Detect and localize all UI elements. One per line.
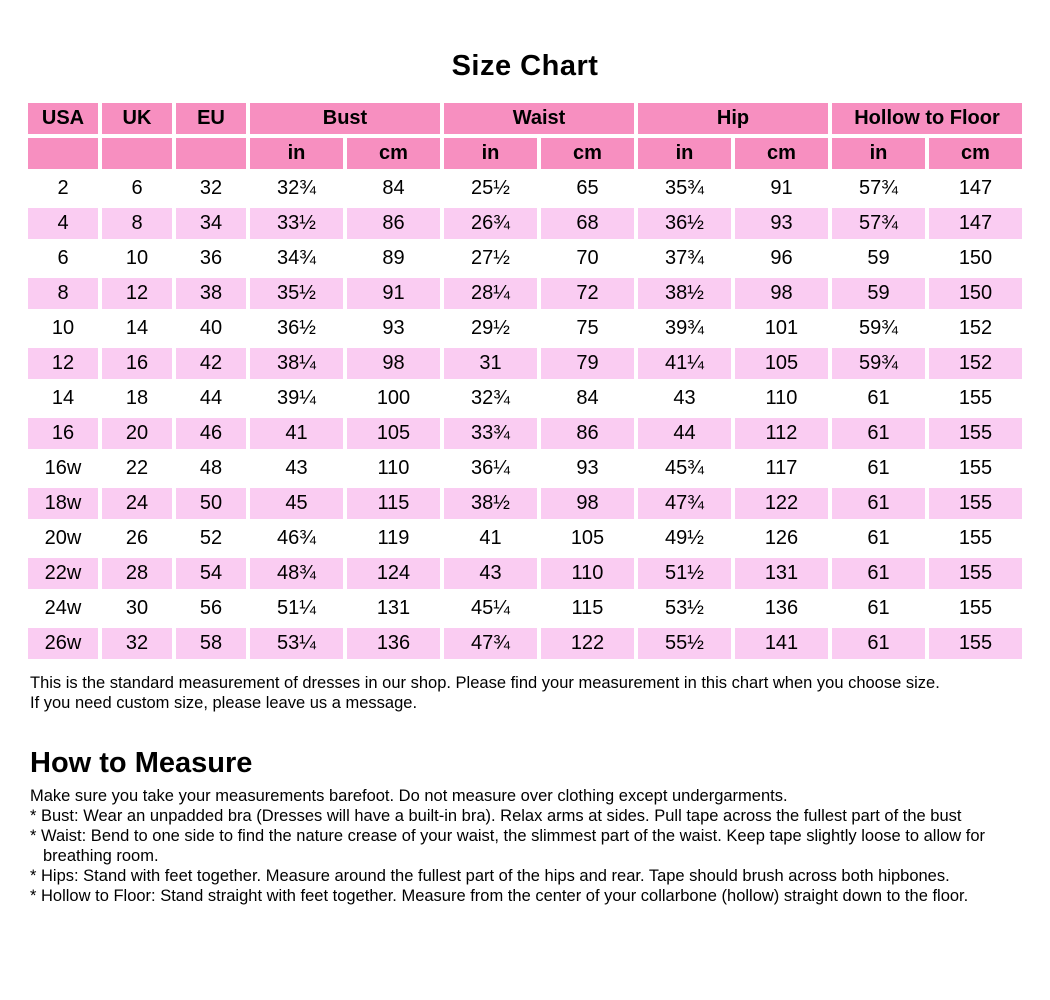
table-cell: 84 xyxy=(347,173,440,204)
table-cell: 61 xyxy=(832,628,925,659)
table-cell: 24w xyxy=(28,593,98,624)
table-cell: 93 xyxy=(541,453,634,484)
table-cell: 152 xyxy=(929,313,1022,344)
table-cell: 45¼ xyxy=(444,593,537,624)
table-row xyxy=(28,243,1022,274)
table-cell: 57¾ xyxy=(832,208,925,239)
table-cell: 16 xyxy=(28,418,98,449)
table-cell: 155 xyxy=(929,453,1022,484)
table-cell: 110 xyxy=(347,453,440,484)
table-cell: 2 xyxy=(28,173,98,204)
table-cell: 43 xyxy=(250,453,343,484)
table-cell: 12 xyxy=(102,278,172,309)
table-cell: 28¼ xyxy=(444,278,537,309)
table-row xyxy=(28,523,1022,554)
table-cell: 51¼ xyxy=(250,593,343,624)
table-cell: 14 xyxy=(102,313,172,344)
table-cell: 105 xyxy=(735,348,828,379)
table-cell: 39¾ xyxy=(638,313,731,344)
table-cell: 147 xyxy=(929,208,1022,239)
table-cell: 112 xyxy=(735,418,828,449)
table-cell: 42 xyxy=(176,348,246,379)
table-cell: 68 xyxy=(541,208,634,239)
table-cell: 47¾ xyxy=(638,488,731,519)
table-row xyxy=(28,348,1022,379)
table-cell: 32 xyxy=(102,628,172,659)
table-cell: 47¾ xyxy=(444,628,537,659)
table-cell: 89 xyxy=(347,243,440,274)
table-cell: 38½ xyxy=(444,488,537,519)
unit-header-cm: cm xyxy=(541,138,634,169)
header-row-units xyxy=(28,138,1022,169)
table-cell: 38¼ xyxy=(250,348,343,379)
table-cell: 110 xyxy=(735,383,828,414)
table-cell: 126 xyxy=(735,523,828,554)
unit-header-in: in xyxy=(250,138,343,169)
table-cell: 8 xyxy=(28,278,98,309)
table-cell: 38 xyxy=(176,278,246,309)
table-cell: 50 xyxy=(176,488,246,519)
table-cell: 36½ xyxy=(638,208,731,239)
table-cell: 155 xyxy=(929,628,1022,659)
table-cell: 8 xyxy=(102,208,172,239)
table-row xyxy=(28,418,1022,449)
table-cell: 41 xyxy=(444,523,537,554)
table-row xyxy=(28,173,1022,204)
column-header-bust: Bust xyxy=(250,103,440,134)
table-cell: 122 xyxy=(735,488,828,519)
table-cell: 105 xyxy=(347,418,440,449)
table-cell: 150 xyxy=(929,278,1022,309)
table-cell: 147 xyxy=(929,173,1022,204)
table-cell: 79 xyxy=(541,348,634,379)
table-cell: 75 xyxy=(541,313,634,344)
table-cell: 31 xyxy=(444,348,537,379)
unit-header-in: in xyxy=(832,138,925,169)
instruction-line: * Hips: Stand with feet together. Measure around the fullest part of the hips and rear. Tape should brush across both hipbones. xyxy=(30,867,950,885)
table-cell: 16 xyxy=(102,348,172,379)
table-cell: 4 xyxy=(28,208,98,239)
table-cell: 61 xyxy=(832,453,925,484)
table-cell: 56 xyxy=(176,593,246,624)
table-cell: 24 xyxy=(102,488,172,519)
table-cell: 6 xyxy=(28,243,98,274)
table-cell: 12 xyxy=(28,348,98,379)
table-cell: 20 xyxy=(102,418,172,449)
table-cell: 43 xyxy=(638,383,731,414)
table-cell: 61 xyxy=(832,558,925,589)
table-cell: 59¾ xyxy=(832,313,925,344)
column-header-uk: UK xyxy=(102,103,172,134)
table-cell: 6 xyxy=(102,173,172,204)
table-cell: 61 xyxy=(832,418,925,449)
table-cell: 32¾ xyxy=(444,383,537,414)
table-cell: 155 xyxy=(929,383,1022,414)
table-cell: 115 xyxy=(541,593,634,624)
table-cell: 25½ xyxy=(444,173,537,204)
table-cell: 53¼ xyxy=(250,628,343,659)
instruction-line: * Bust: Wear an unpadded bra (Dresses will have a built-in bra). Relax arms at sides. Pull tape across the fullest part of the bust xyxy=(30,807,962,825)
column-header-waist: Waist xyxy=(444,103,634,134)
instruction-line: * Waist: Bend to one side to find the nature crease of your waist, the slimmest part of the waist. Keep tape slightly loose to allow for xyxy=(30,827,986,845)
table-cell: 37¾ xyxy=(638,243,731,274)
column-header-hollow-to-floor: Hollow to Floor xyxy=(832,103,1022,134)
table-cell: 136 xyxy=(347,628,440,659)
unit-header-in: in xyxy=(444,138,537,169)
table-cell: 52 xyxy=(176,523,246,554)
table-cell: 122 xyxy=(541,628,634,659)
table-cell: 100 xyxy=(347,383,440,414)
table-cell: 117 xyxy=(735,453,828,484)
table-cell: 55½ xyxy=(638,628,731,659)
table-cell: 59 xyxy=(832,243,925,274)
table-cell: 46¾ xyxy=(250,523,343,554)
table-cell: 141 xyxy=(735,628,828,659)
table-cell: 57¾ xyxy=(832,173,925,204)
table-cell: 48¾ xyxy=(250,558,343,589)
table-cell: 29½ xyxy=(444,313,537,344)
table-cell: 34¾ xyxy=(250,243,343,274)
note-line-2: If you need custom size, please leave us a message. xyxy=(30,694,418,712)
table-cell: 59 xyxy=(832,278,925,309)
table-cell: 152 xyxy=(929,348,1022,379)
table-cell: 93 xyxy=(735,208,828,239)
table-cell: 72 xyxy=(541,278,634,309)
table-cell: 10 xyxy=(28,313,98,344)
table-cell: 61 xyxy=(832,488,925,519)
table-row xyxy=(28,628,1022,659)
page-title: Size Chart xyxy=(451,50,599,82)
table-cell: 33½ xyxy=(250,208,343,239)
table-row xyxy=(28,278,1022,309)
size-chart-table xyxy=(24,99,1026,663)
table-cell: 26¾ xyxy=(444,208,537,239)
table-cell: 91 xyxy=(347,278,440,309)
standard-measurement-note xyxy=(30,673,1050,713)
table-cell: 155 xyxy=(929,488,1022,519)
table-cell: 18 xyxy=(102,383,172,414)
column-header-eu: EU xyxy=(176,103,246,134)
table-cell: 155 xyxy=(929,593,1022,624)
table-cell: 18w xyxy=(28,488,98,519)
table-cell: 136 xyxy=(735,593,828,624)
table-cell: 155 xyxy=(929,558,1022,589)
note-line-1: This is the standard measurement of dresses in our shop. Please find your measurement in this chart when you choose size. xyxy=(30,674,940,692)
table-cell: 61 xyxy=(832,523,925,554)
unit-header-cm: cm xyxy=(735,138,828,169)
table-cell: 110 xyxy=(541,558,634,589)
table-row xyxy=(28,313,1022,344)
how-to-measure-heading: How to Measure xyxy=(30,747,253,779)
header-row-groups xyxy=(28,103,1022,134)
table-row xyxy=(28,558,1022,589)
table-cell: 20w xyxy=(28,523,98,554)
table-cell: 38½ xyxy=(638,278,731,309)
table-cell: 28 xyxy=(102,558,172,589)
table-cell: 39¼ xyxy=(250,383,343,414)
table-body xyxy=(28,173,1022,659)
unit-header-empty xyxy=(28,138,98,169)
table-cell: 61 xyxy=(832,593,925,624)
table-cell: 131 xyxy=(347,593,440,624)
table-row xyxy=(28,208,1022,239)
table-cell: 43 xyxy=(444,558,537,589)
table-header xyxy=(28,103,1022,169)
table-cell: 14 xyxy=(28,383,98,414)
table-cell: 16w xyxy=(28,453,98,484)
table-cell: 26w xyxy=(28,628,98,659)
table-cell: 32 xyxy=(176,173,246,204)
table-cell: 49½ xyxy=(638,523,731,554)
instruction-line: breathing room. xyxy=(43,847,159,865)
table-cell: 119 xyxy=(347,523,440,554)
table-cell: 131 xyxy=(735,558,828,589)
table-cell: 105 xyxy=(541,523,634,554)
table-cell: 93 xyxy=(347,313,440,344)
table-row xyxy=(28,488,1022,519)
table-cell: 27½ xyxy=(444,243,537,274)
table-cell: 59¾ xyxy=(832,348,925,379)
table-cell: 22 xyxy=(102,453,172,484)
table-cell: 155 xyxy=(929,523,1022,554)
table-cell: 86 xyxy=(347,208,440,239)
table-cell: 65 xyxy=(541,173,634,204)
table-cell: 35¾ xyxy=(638,173,731,204)
table-cell: 101 xyxy=(735,313,828,344)
table-cell: 48 xyxy=(176,453,246,484)
table-cell: 35½ xyxy=(250,278,343,309)
table-cell: 84 xyxy=(541,383,634,414)
table-cell: 150 xyxy=(929,243,1022,274)
table-cell: 58 xyxy=(176,628,246,659)
table-cell: 124 xyxy=(347,558,440,589)
table-cell: 54 xyxy=(176,558,246,589)
table-cell: 155 xyxy=(929,418,1022,449)
table-cell: 36½ xyxy=(250,313,343,344)
table-cell: 10 xyxy=(102,243,172,274)
table-row xyxy=(28,453,1022,484)
table-cell: 44 xyxy=(176,383,246,414)
instruction-line: * Hollow to Floor: Stand straight with feet together. Measure from the center of your collarbone (hollow) straight down to the floor. xyxy=(30,887,969,905)
table-cell: 36 xyxy=(176,243,246,274)
how-to-measure-instructions xyxy=(30,786,1050,906)
column-header-usa: USA xyxy=(28,103,98,134)
table-cell: 30 xyxy=(102,593,172,624)
table-cell: 115 xyxy=(347,488,440,519)
table-row xyxy=(28,593,1022,624)
table-cell: 46 xyxy=(176,418,246,449)
instruction-line: Make sure you take your measurements barefoot. Do not measure over clothing except undergarments. xyxy=(30,787,788,805)
table-cell: 41 xyxy=(250,418,343,449)
table-cell: 51½ xyxy=(638,558,731,589)
table-cell: 34 xyxy=(176,208,246,239)
unit-header-cm: cm xyxy=(929,138,1022,169)
table-cell: 70 xyxy=(541,243,634,274)
unit-header-empty xyxy=(176,138,246,169)
table-cell: 44 xyxy=(638,418,731,449)
table-cell: 45¾ xyxy=(638,453,731,484)
table-cell: 22w xyxy=(28,558,98,589)
table-cell: 41¼ xyxy=(638,348,731,379)
table-cell: 26 xyxy=(102,523,172,554)
table-cell: 86 xyxy=(541,418,634,449)
table-cell: 98 xyxy=(347,348,440,379)
table-cell: 61 xyxy=(832,383,925,414)
table-cell: 36¼ xyxy=(444,453,537,484)
unit-header-in: in xyxy=(638,138,731,169)
table-cell: 33¾ xyxy=(444,418,537,449)
unit-header-empty xyxy=(102,138,172,169)
column-header-hip: Hip xyxy=(638,103,828,134)
table-cell: 98 xyxy=(735,278,828,309)
table-cell: 53½ xyxy=(638,593,731,624)
table-cell: 45 xyxy=(250,488,343,519)
table-row xyxy=(28,383,1022,414)
table-cell: 91 xyxy=(735,173,828,204)
unit-header-cm: cm xyxy=(347,138,440,169)
table-cell: 96 xyxy=(735,243,828,274)
table-cell: 98 xyxy=(541,488,634,519)
table-cell: 40 xyxy=(176,313,246,344)
table-cell: 32¾ xyxy=(250,173,343,204)
